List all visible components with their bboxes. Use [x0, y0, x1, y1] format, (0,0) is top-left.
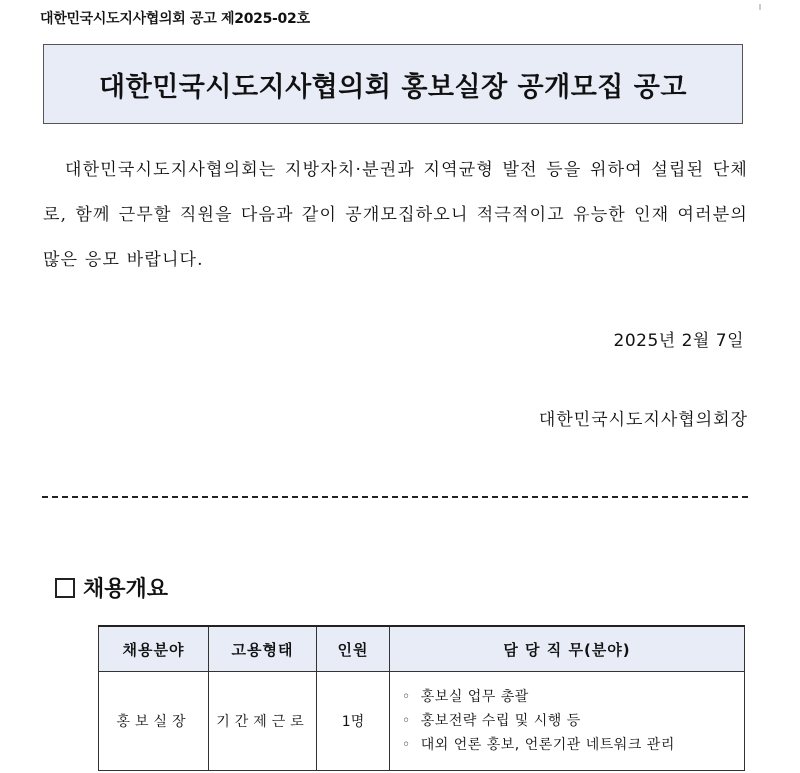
- header-headcount: 인원: [317, 626, 390, 672]
- checkbox-icon: [55, 578, 75, 598]
- announcement-date: 2025년 2월 7일: [613, 331, 744, 351]
- cell-duties: [390, 672, 745, 771]
- header-duties: 담 당 직 무(분야): [390, 626, 745, 672]
- intro-paragraph: 대한민국시도지사협의회는 지방자치·분권과 지역균형 발전 등을 위하여 설립된 단체로, 함께 근무할 직원을 다음과 같이 공개모집하오니 적극적이고 유능한 인재 여러분의 많은 응모 바랍니다.: [43, 160, 748, 270]
- document-reference-number: 대한민국시도지사협의회 공고 제2025-02호: [40, 11, 310, 27]
- cell-field: 홍보실장: [99, 672, 209, 771]
- title-box: [43, 44, 743, 124]
- section-heading: [55, 572, 168, 603]
- list-item: ◦ 홍보실 업무 총괄: [402, 685, 743, 709]
- cell-headcount: 1명: [317, 672, 390, 771]
- header-employment-type: 고용형태: [209, 626, 317, 672]
- page-title: 대한민국시도지사협의회 홍보실장 공개모집 공고: [99, 71, 687, 103]
- duties-list: [402, 685, 743, 757]
- table-header-row: [99, 626, 745, 672]
- header-field: 채용분야: [99, 626, 209, 672]
- table-row: [99, 672, 745, 771]
- list-item: ◦ 대외 언론 홍보, 언론기관 네트워크 관리: [402, 733, 743, 757]
- signature-organization: 대한민국시도지사협의회장: [538, 410, 748, 430]
- recruitment-table: [98, 625, 745, 771]
- dashed-divider: [42, 496, 748, 498]
- section-title: 채용개요: [83, 577, 169, 602]
- list-item: ◦ 홍보전략 수립 및 시행 등: [402, 709, 743, 733]
- cell-employment-type: 기간제근로: [209, 672, 317, 771]
